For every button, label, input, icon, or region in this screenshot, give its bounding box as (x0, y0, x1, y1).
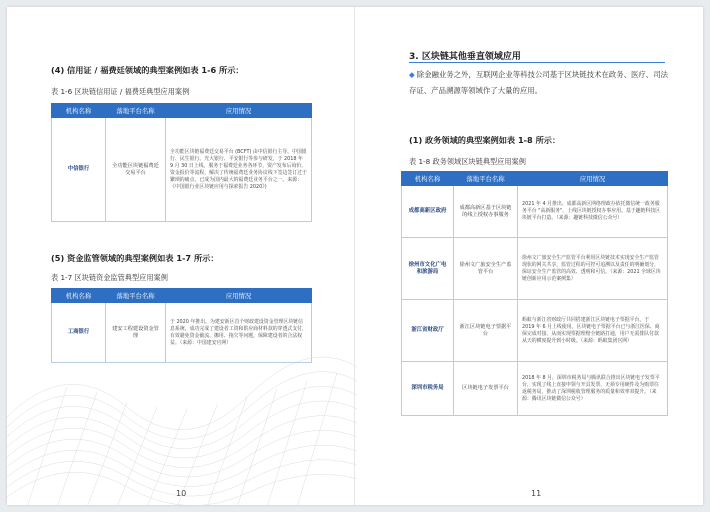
section-5-heading: (5) 资金监管领域的典型案例如表 1-7 所示： (51, 253, 219, 263)
platform-name: 徐州文广旅安全生产监管平台 (454, 238, 518, 300)
application-desc: 于 2020 年推出。为建安新区首个财政建设资金管理区块链信息系统，成功完成了建设者工资和供应商材料款的穿透式支付，有效避免资金截流、挪用、拖欠等问题，保障建设者的合法权益。（来源：中国建安官网） (166, 303, 312, 363)
table-header-cell: 机构名称 (402, 172, 454, 186)
platform-name: 全功能区块链福费廷交易平台 (106, 118, 166, 222)
table-row (402, 300, 668, 362)
table-1-7-caption: 表 1-7 区块链资金监管典型应用案例 (51, 273, 168, 282)
table-header-cell: 应用情况 (166, 289, 312, 303)
application-desc: 2021 年 4 月推出。成都高新区网络理政办依托微信统一政务服务平台 "高新服务"，上线区块链授权办事应用。基于趣链科技区块链平台打造。（来源：趣链科技微信公众号） (518, 186, 668, 238)
section-3-title: 3. 区块链其他垂直领域应用 (409, 52, 521, 62)
table-1-8-caption: 表 1-8 政务领域区块链典型应用案例 (409, 157, 526, 166)
institution-name: 徐州市文化广电和旅游局 (402, 238, 454, 300)
table-row (402, 238, 668, 300)
platform-name: 区块链电子发票平台 (454, 362, 518, 416)
table-1-6 (51, 103, 312, 222)
table-row (52, 303, 312, 363)
platform-name: 建安工程建设资金管理 (106, 303, 166, 363)
section-1-heading: (1) 政务领域的典型案例如表 1-8 所示： (409, 135, 561, 145)
table-1-6-caption: 表 1-6 区块链信用证 / 福费廷典型应用案例 (51, 87, 190, 96)
platform-name: 成都高新区基于区块链的线上授权办事服务 (454, 186, 518, 238)
table-row (402, 362, 668, 416)
table-header-cell: 落地平台名称 (454, 172, 518, 186)
document-spread (7, 7, 703, 505)
table-header-cell: 机构名称 (52, 104, 106, 118)
table-1-7 (51, 288, 312, 363)
table-header-cell: 应用情况 (166, 104, 312, 118)
application-desc: 全功能区块链福费廷交易平台 (BCFT) 由中信银行主导、中国银行、民生银行、光大银行、平安银行等参与研发，于 2018 年 9 月 30 日上线。服务于福费廷业务各环节，资产发布后询价、资金报价等流程，解决了传统福费廷业务协议线下签边签订过于繁琐的痛点，已成为国内最大的福费廷业务平台之一。来源：《中国银行业区块链应用与探索报告 2020》) (166, 118, 312, 222)
table-header-cell: 机构名称 (52, 289, 106, 303)
page-number-left: 10 (176, 489, 187, 498)
application-desc: 徐州文广旅安全生产监管平台利用区块链技术实现安全生产监管现状的网关共享，监管过程的可控可追溯以及责任的明确划分，保证安全生产监管的高效、透明和可信。（来源：2021 全球区块链创新应用示范案例集） (518, 238, 668, 300)
institution-name: 中信银行 (52, 118, 106, 222)
application-desc: 2018 年 8 月，深圳市税务局与腾讯联合推出区块链电子发票平台，实现了线上直接申领与开具发票，无须专用硬件及为购票往返税务局，推动了深圳税收管理服务的质量和效率双提升。（来源：腾讯区块链微信公众号） (518, 362, 668, 416)
institution-name: 工商银行 (52, 303, 106, 363)
page-divider (354, 7, 355, 505)
page-number-right: 11 (531, 489, 542, 498)
institution-name: 浙江省财政厅 (402, 300, 454, 362)
section-underline (409, 62, 665, 63)
table-header-cell: 落地平台名称 (106, 289, 166, 303)
table-row (402, 186, 668, 238)
table-header-cell: 落地平台名称 (106, 104, 166, 118)
section-4-heading: (4) 信用证 / 福费廷领域的典型案例如表 1-6 所示： (51, 65, 244, 75)
intro-text: 除金融业务之外，互联网企业等科技公司基于区块链技术在政务、医疗、司法存证、产品溯源等领域作了大量的应用。 (409, 70, 668, 95)
platform-name: 浙江区块链电子票据平台 (454, 300, 518, 362)
application-desc: 蚂蚁与浙江省财政厅共同搭建浙江区块链电子票据平台，于 2019 年 6 月上线使用。区块链电子票据平台已与浙江医保、商保完成对接，从而实现票据理赔全链路打通，用户无需排队付款从天的横度提升到小时级。（来源：蚂蚁集团官网） (518, 300, 668, 362)
institution-name: 成都高新区政府 (402, 186, 454, 238)
bullet-icon: ◆ (409, 70, 415, 79)
intro-paragraph (409, 67, 671, 99)
institution-name: 深圳市税务局 (402, 362, 454, 416)
table-header-cell: 应用情况 (518, 172, 668, 186)
table-row (52, 118, 312, 222)
table-1-8 (401, 171, 668, 416)
